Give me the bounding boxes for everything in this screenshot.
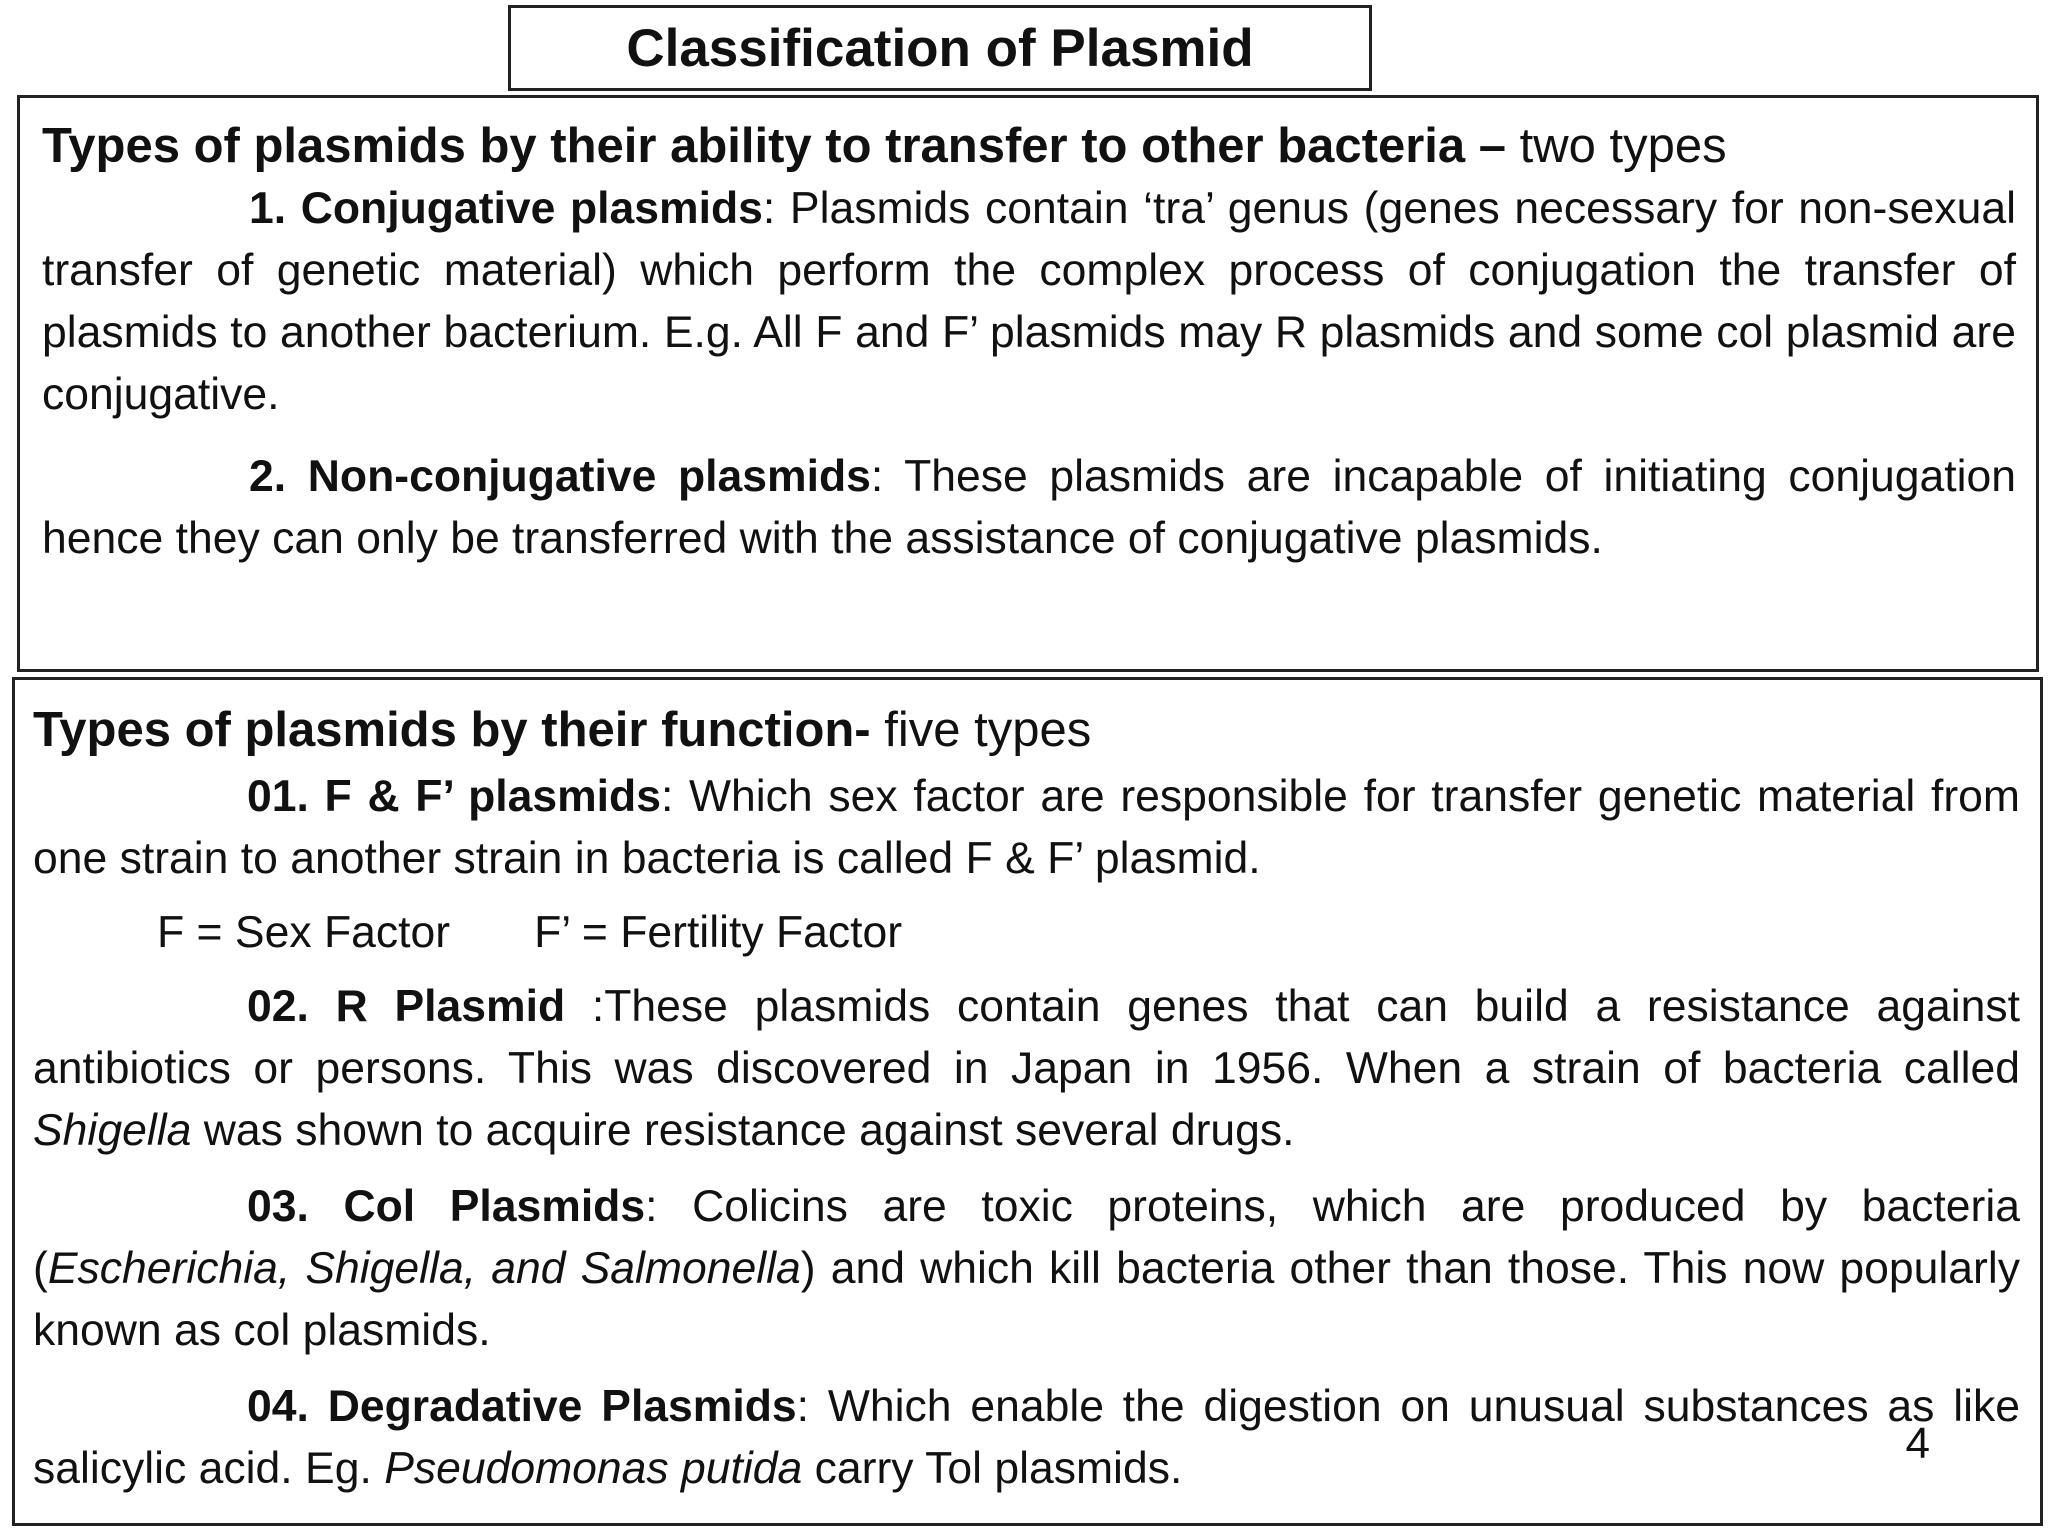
section-heading-normal: two types (1506, 119, 1727, 173)
item-label: 2. Non-conjugative plasmids (249, 452, 871, 501)
item-text: ) and which kill bacteria other than those. This now popularly known as col plasmids. (33, 1244, 2020, 1355)
section-heading-bold: Types of plasmids by their function- (33, 703, 871, 757)
italic-species: Pseudomonas putida (384, 1444, 803, 1493)
sex-factor-definition: F = Sex Factor (157, 908, 451, 957)
section-heading-transfer (42, 116, 2016, 176)
factor-definitions (157, 902, 2020, 964)
page-number: 4 (1905, 1419, 1930, 1468)
italic-species: Escherichia, Shigella, and Salmonella (47, 1244, 801, 1293)
item-label: 02. R Plasmid (247, 982, 566, 1031)
transfer-ability-section (17, 95, 2039, 672)
fertility-factor-definition: F’ = Fertility Factor (534, 908, 903, 957)
item-label: 1. Conjugative plasmids (249, 184, 763, 233)
non-conjugative-plasmids-paragraph (42, 446, 2016, 570)
section-heading-function (33, 700, 2020, 760)
degradative-plasmids-paragraph (33, 1376, 2020, 1500)
item-text: :These plasmids contain genes that can build a resistance against antibiotics or persons. This was discovered in Japan in 1956. When a strain of bacteria called (33, 982, 2020, 1093)
item-label: 04. Degradative Plasmids (247, 1382, 797, 1431)
col-plasmids-paragraph (33, 1176, 2020, 1362)
item-text: : Colicins are toxic proteins, which are produced by bacteria ( (33, 1182, 2020, 1293)
item-label: 01. F & F’ plasmids (247, 772, 661, 821)
item-label: 03. Col Plasmids (247, 1182, 646, 1231)
item-text: was shown to acquire resistance against several drugs. (191, 1106, 1295, 1155)
item-text: : Plasmids contain ‘tra’ genus (genes necessary for non-sexual transfer of genetic material) which perform the complex process of conjugation the transfer of plasmids to another bacterium. E.g. All F and F’ plasmids may R plasmids and some col plasmid are conjugative. (42, 184, 2016, 419)
item-text: : Which enable the digestion on unusual substances as like salicylic acid. Eg. (33, 1382, 2020, 1493)
function-section (12, 677, 2043, 1526)
conjugative-plasmids-paragraph (42, 178, 2016, 426)
item-text: : These plasmids are incapable of initiating conjugation hence they can only be transferred with the assistance of conjugative plasmids. (42, 452, 2016, 563)
item-text: : Which sex factor are responsible for transfer genetic material from one strain to another strain in bacteria is called F & F’ plasmid. (33, 772, 2020, 883)
f-plasmids-paragraph (33, 766, 2020, 890)
section-heading-bold: Types of plasmids by their ability to transfer to other bacteria – (42, 119, 1506, 173)
page-title: Classification of Plasmid (508, 5, 1372, 91)
italic-species: Shigella (33, 1106, 192, 1155)
section-heading-normal: five types (870, 703, 1092, 757)
item-text: carry Tol plasmids. (802, 1444, 1183, 1493)
r-plasmid-paragraph (33, 976, 2020, 1162)
